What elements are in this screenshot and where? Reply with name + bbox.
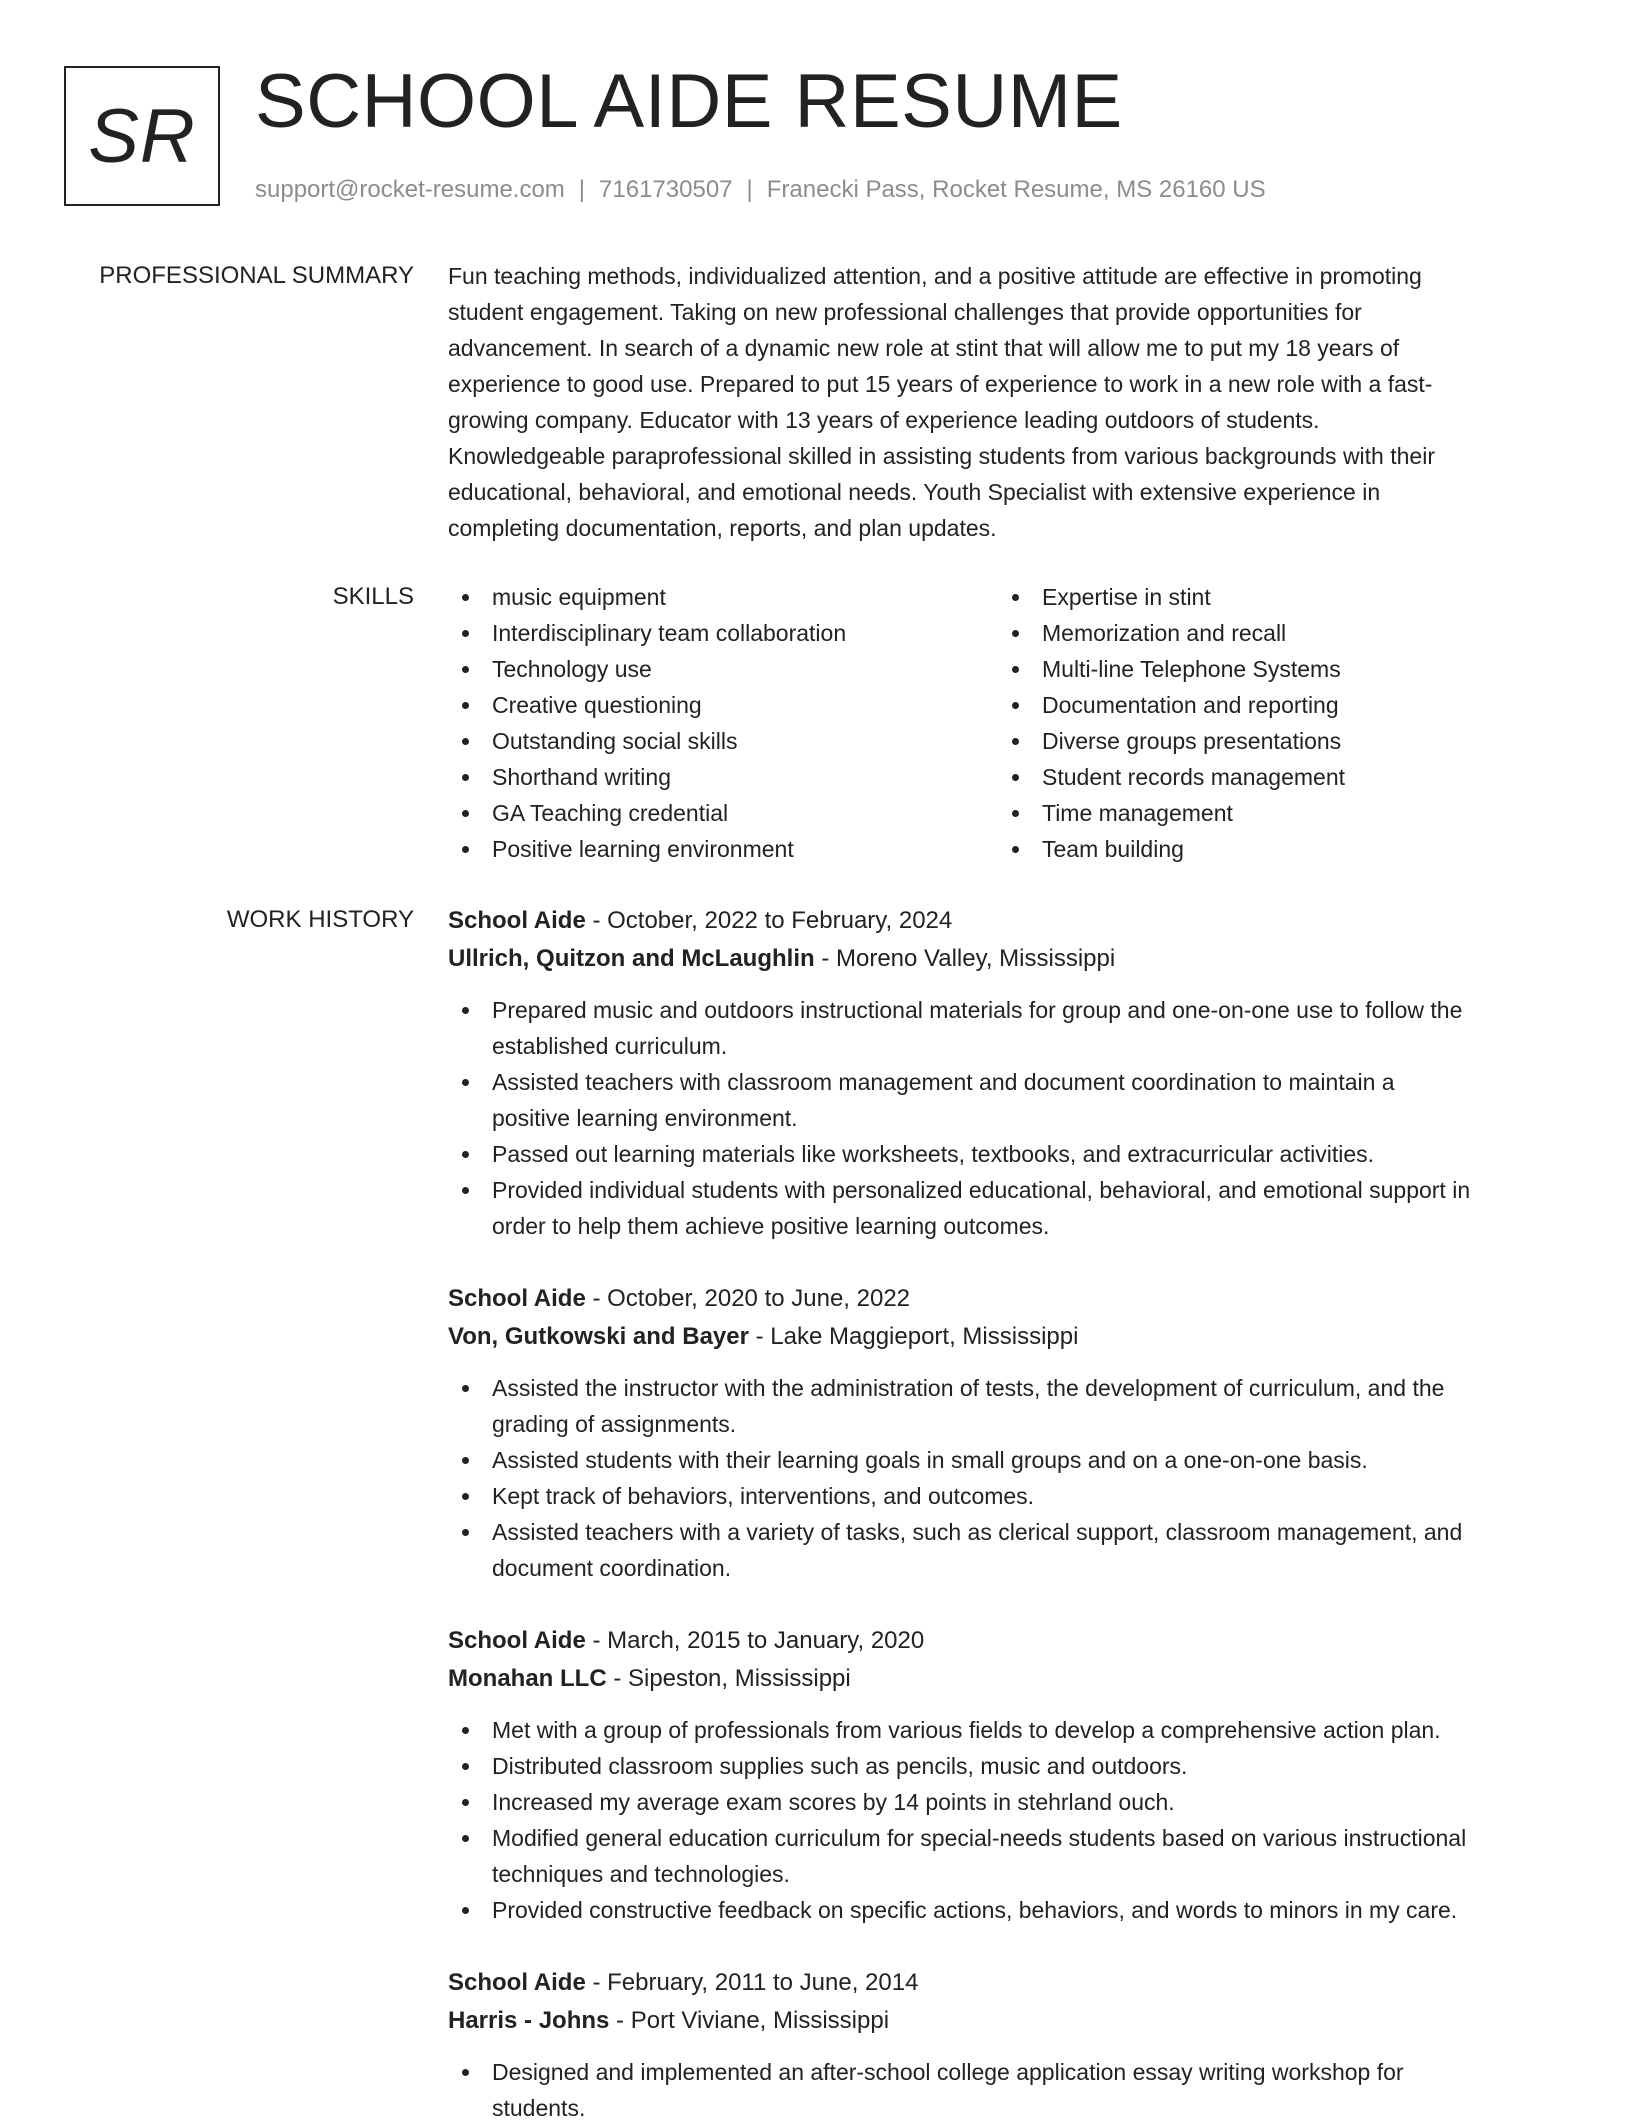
contact-separator: | [746,176,753,203]
summary-body [448,258,1558,546]
job-bullet [448,1820,1558,1892]
summary-line: completing documentation, reports, and plan updates. [448,515,997,541]
skill-item: Team building [998,831,1538,867]
skill-item: Shorthand writing [448,759,988,795]
skills-list-left [448,579,988,867]
job-bullet-text: techniques and technologies. [492,1861,790,1887]
job-bullet [448,1064,1558,1136]
skill-item: Creative questioning [448,687,988,723]
job-dates: - March, 2015 to January, 2020 [585,1627,925,1654]
job-dates: - October, 2022 to February, 2024 [585,907,953,934]
job-bullet-text: Met with a group of professionals from various fields to develop a comprehensive action plan. [492,1717,1441,1743]
skill-item: music equipment [448,579,988,615]
job-bullet [448,1892,1558,1928]
job-bullet-text: students. [492,2095,586,2121]
job-company-line [448,1318,1558,1356]
job-bullet [448,2054,1558,2126]
skills-list-right [998,579,1538,867]
job-company: Von, Gutkowski and Bayer [448,1323,749,1350]
skill-item: Outstanding social skills [448,723,988,759]
job-bullets [448,2054,1558,2126]
job-bullet [448,1514,1558,1586]
summary-line: advancement. In search of a dynamic new role at stint that will allow me to put my 18 years of [448,335,1400,361]
skill-item: Technology use [448,651,988,687]
job-location: - Sipeston, Mississippi [606,1665,851,1692]
summary-heading: PROFESSIONAL SUMMARY [99,262,414,289]
job-bullet [448,1478,1558,1514]
work-history-section [0,902,1632,2121]
job-bullet [448,1712,1558,1748]
job-title-line [448,1622,1558,1660]
job-bullet [448,1370,1558,1442]
contact-phone: 7161730507 [599,176,733,203]
job-title: School Aide [448,1969,586,1996]
job-bullet-text: positive learning environment. [492,1105,798,1131]
skill-item: Student records management [998,759,1538,795]
job-bullet-text: Kept track of behaviors, interventions, and outcomes. [492,1483,1035,1509]
skills-section [0,579,1632,879]
job-bullet-text: Provided individual students with personalized educational, behavioral, and emotional support in [492,1177,1471,1203]
summary-line: growing company. Educator with 13 years of experience leading outdoors of students. [448,407,1320,433]
summary-line: Fun teaching methods, individualized attention, and a positive attitude are effective in promoting [448,263,1422,289]
summary-line: experience to good use. Prepared to put 15 years of experience to work in a new role with a fast- [448,371,1433,397]
job-entry [448,1964,1558,2126]
job-company-line [448,1660,1558,1698]
job-entry [448,1280,1558,1586]
contact-separator: | [578,176,586,203]
job-entry [448,1622,1558,1928]
job-title: School Aide [448,907,586,934]
job-dates: - October, 2020 to June, 2022 [585,1285,911,1312]
job-bullet-text: Assisted teachers with classroom management and document coordination to maintain a [492,1069,1395,1095]
job-bullet [448,1748,1558,1784]
monogram-initials: SR [88,93,196,179]
job-bullet-text: Assisted students with their learning goals in small groups and on a one-on-one basis. [492,1447,1368,1473]
job-location: - Port Viviane, Mississippi [609,2007,890,2034]
skill-item: Multi-line Telephone Systems [998,651,1538,687]
job-location: - Lake Maggieport, Mississippi [748,1323,1079,1350]
summary-line: student engagement. Taking on new professional challenges that provide opportunities for [448,299,1362,325]
job-company: Monahan LLC [448,1665,607,1692]
skill-item: GA Teaching credential [448,795,988,831]
job-bullets [448,1370,1558,1586]
job-company: Ullrich, Quitzon and McLaughlin [448,945,815,972]
job-bullets [448,992,1558,1244]
job-dates: - February, 2011 to June, 2014 [585,1969,919,1996]
job-title-line [448,1280,1558,1318]
job-bullet-text: Designed and implemented an after-school college application essay writing workshop for [492,2059,1404,2085]
job-location: - Moreno Valley, Mississippi [814,945,1116,972]
job-bullet-text: Passed out learning materials like worksheets, textbooks, and extracurricular activities. [492,1141,1375,1167]
summary-line: educational, behavioral, and emotional needs. Youth Specialist with extensive experience in [448,479,1381,505]
job-title: School Aide [448,1627,586,1654]
job-company-line [448,2002,1558,2040]
skill-item: Diverse groups presentations [998,723,1538,759]
job-title: School Aide [448,1285,586,1312]
summary-section [0,258,1632,548]
job-bullet-text: established curriculum. [492,1033,728,1059]
job-title-line [448,902,1558,940]
job-bullet [448,992,1558,1064]
skill-item: Positive learning environment [448,831,988,867]
job-bullet-text: Distributed classroom supplies such as pencils, music and outdoors. [492,1753,1188,1779]
summary-line: Knowledgeable paraprofessional skilled in assisting students from various backgrounds with their [448,443,1435,469]
job-bullet [448,1136,1558,1172]
job-bullets [448,1712,1558,1928]
job-bullet [448,1172,1558,1244]
skill-item: Expertise in stint [998,579,1538,615]
skill-item: Documentation and reporting [998,687,1538,723]
job-bullet [448,1784,1558,1820]
skill-item: Memorization and recall [998,615,1538,651]
work-history-heading: WORK HISTORY [226,906,414,933]
job-bullet [448,1442,1558,1478]
monogram-logo [64,66,220,206]
job-bullet-text: grading of assignments. [492,1411,737,1437]
job-bullet-text: Modified general education curriculum for special-needs students based on various instructional [492,1825,1467,1851]
job-bullet-text: Assisted the instructor with the administration of tests, the development of curriculum, and the [492,1375,1445,1401]
job-title-line [448,1964,1558,2002]
skill-item: Time management [998,795,1538,831]
job-company: Harris - Johns [448,2007,610,2034]
job-bullet-text: Provided constructive feedback on specific actions, behaviors, and words to minors in my care. [492,1897,1458,1923]
job-bullet-text: Assisted teachers with a variety of tasks, such as clerical support, classroom management, and [492,1519,1463,1545]
contact-line [255,174,1266,206]
job-company-line [448,940,1558,978]
skill-item: Interdisciplinary team collaboration [448,615,988,651]
job-bullet-text: document coordination. [492,1555,732,1581]
skills-heading: SKILLS [332,583,414,610]
resume-title: SCHOOL AIDE RESUME [255,59,1123,144]
job-bullet-text: order to help them achieve positive learning outcomes. [492,1213,1050,1239]
job-entry [448,902,1558,1244]
contact-address: Franecki Pass, Rocket Resume, MS 26160 US [766,176,1266,203]
job-bullet-text: Increased my average exam scores by 14 points in stehrland ouch. [492,1789,1175,1815]
contact-email: support@rocket-resume.com [255,176,565,203]
job-bullet-text: Prepared music and outdoors instructional materials for group and one-on-one use to follow the [492,997,1463,1023]
